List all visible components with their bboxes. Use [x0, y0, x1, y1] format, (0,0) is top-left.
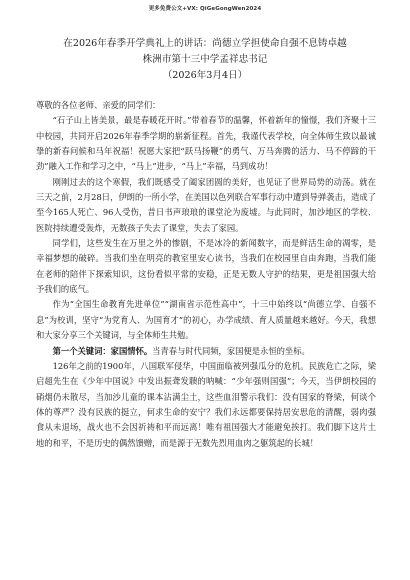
document-date: （2026年3月4日） — [162, 70, 248, 81]
section-1-paragraph: 126年之前的1900年，八国联军侵华，中国面临被列强瓜分的危机。民族危亡之际，梁启超先生在《少年中国说》中发出振聋发聩的呐喊：“少年强则国强”；今天，当伊朗校园的硝烟仍未散尽，当加沙儿童的课本沾满尘土，这些血泪警示我们：没有国家的脊梁，何谈个体的尊严？没有民族的挺立，何求生命的安宁？我们永远都要保持居安思危的清醒，弱肉强食从未退场，战火也不会因祈祷和平而远离！唯有祖国强大才能避免挨打。我们脚下这片土地的和平，不是历史的偶然馈赠，而是源于无数先烈用血肉之躯筑起的长城！ — [36, 360, 376, 448]
paragraph-2: 刚刚过去的这个寒假，我们既感受了阖家团圆的美好，也见证了世界局势的动荡。就在三天之前，2月28日，伊朗的一所小学，在美国以色列联合军事行动中遭到导弹袭击，造成了至今165人死亡、96人受伤，昔日书声琅琅的课堂沦为废墟。与此同时，加沙地区的学校、医院持续遭受轰炸，无数孩子失去了课堂，失去了家园。 — [36, 176, 376, 233]
section-1 — [36, 344, 376, 359]
section-1-lead: 当青春与时代同频，家国便是永恒的坐标。 — [152, 345, 310, 356]
paragraph-1: “石子山上皆美景，最是春暖花开时。”带着春节的温馨，怀着新年的憧憬，我们齐聚十三中校园，共同开启2026年春季学期的崭新征程。首先，我谨代表学校，向全体师生致以最诚挚的新春问候和马年祝福！祝愿大家把“跃马扬鞭”的勇气、万马奔腾的活力、马不停蹄的干劲”融入工作和学习之中，“马上”进步，“马上”幸福，马到成功！ — [36, 115, 376, 172]
document-speaker: 株洲市第十三中学孟祥忠书记 — [142, 54, 268, 65]
document-title: 在2026年春季开学典礼上的讲话：尚德立学担使命自强不息铸卓越 — [63, 38, 347, 49]
watermark-header: 更多免费公文+VX: QiGeGongWen2024 — [148, 6, 262, 12]
section-1-heading: 第一个关键词：家国情怀。 — [52, 345, 153, 356]
salutation: 尊敬的各位老师、亲爱的同学们： — [36, 100, 161, 110]
paragraph-4: 作为“全国生命教育先进单位”“湖南省示范性高中”，十三中始终以“尚德立学、自强不息”为校训，坚守“为党育人、为国育才”的初心，办学成绩、育人质量越来越好。今天，我想和大家分享三个关键词，与全体师生共勉。 — [36, 299, 376, 341]
paragraph-3: 同学们，这些发生在万里之外的惨剧，不是冰冷的新闻数字，而是鲜活生命的凋零，是幸福梦想的破碎。当我们坐在明亮的教室里安心读书，当我们在校园里自由奔跑，当我们能在老师的陪伴下探索知识，这份看似平常的安稳，正是无数人守护的结果，更是祖国强大给予我们的底气。 — [36, 238, 376, 295]
document-body — [36, 98, 376, 451]
